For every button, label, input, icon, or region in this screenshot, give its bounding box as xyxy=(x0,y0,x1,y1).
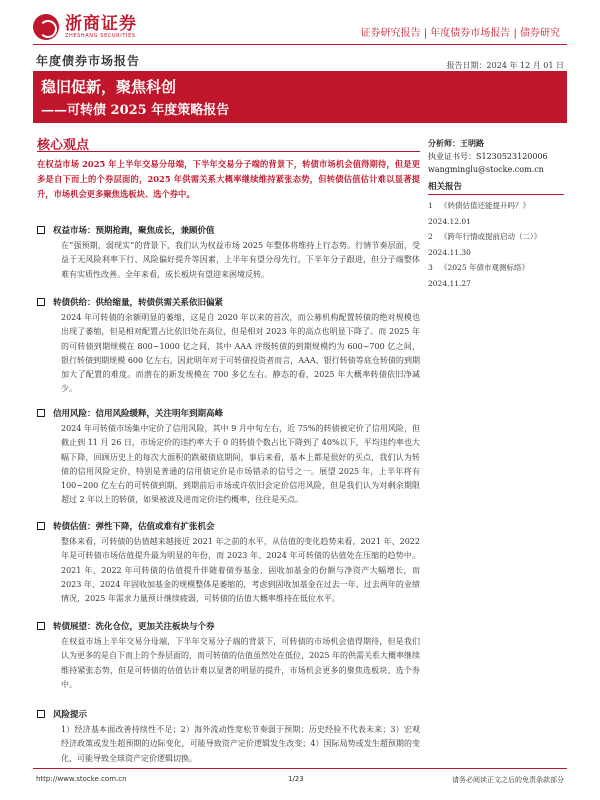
footer-divider xyxy=(33,768,567,769)
footer-url[interactable]: http://www.stocke.com.cn xyxy=(36,775,127,783)
section-heading: 信用风险：信用风险缓释，关注明年到期高峰 xyxy=(53,409,224,419)
section-heading: 转债展望：洗化仓位，更加关注板块与个券 xyxy=(53,622,215,632)
report-type: 年度债券市场报告 xyxy=(36,54,141,68)
related-report-date: 2024.12.01 xyxy=(428,216,471,226)
related-reports-heading: 相关报告 xyxy=(428,182,463,192)
related-report-item[interactable]: 2 《跨年行情或提前启动（二）》 xyxy=(428,232,542,241)
checkbox-bullet-icon xyxy=(37,622,45,630)
page-number: 1/23 xyxy=(288,775,304,783)
section-equity xyxy=(37,224,420,282)
analyst-info xyxy=(428,137,568,176)
section-supply xyxy=(37,296,420,397)
section-valuation xyxy=(37,520,420,606)
analyst-label: 分析师： xyxy=(428,138,460,148)
section-heading: 权益市场：预期抢跑，聚焦成长，兼顾价值 xyxy=(53,226,215,236)
section-heading: 转债估值：弹性下降，估值或难有扩张机会 xyxy=(53,522,215,532)
checkbox-bullet-icon xyxy=(37,409,45,417)
analyst-cert: 执业证书号：S1230523120006 xyxy=(428,152,548,161)
checkbox-bullet-icon xyxy=(37,522,45,530)
related-report-item[interactable]: 1 《转债估值还能提升吗？》 xyxy=(428,201,530,210)
section-risk-warning xyxy=(37,708,420,766)
related-reports-list xyxy=(428,198,568,291)
core-view-heading: 核心观点 xyxy=(37,138,90,153)
section-credit-risk xyxy=(37,407,420,508)
title-banner xyxy=(33,71,567,123)
core-divider xyxy=(37,151,420,152)
section-body: 2024 年可转债市场集中定价了信用风险，其中 9 月中旬左右，近 75%的转债被定价了信用风险，但截止到 11 月 26 日，市场定价的违约率大于 0 的转债个数占比下降到了 40%以下，平均违约率也大幅下降，回顾历史上的每次大面积的跌破债底期间，事后来看，基本上都是很好的买点，我们认为转债的信用风险定价，特别是普通的信用债定价是市场错杀的信号之一。展望 2025 年，上半年将有 100~200 亿左右的可转债到期，到期前后市场或许依旧会定价信用风险，但是我们认为对剩余期限超过 2 年以上的转债，如果被波及进而定价违约概率，往往是买点。 xyxy=(61,424,420,505)
header-divider xyxy=(33,44,567,45)
related-report-date: 2024.11.27 xyxy=(428,278,471,288)
checkbox-bullet-icon xyxy=(37,710,45,718)
section-body: 1）经济基本面改善持续性不足；2）海外流动性宽松节奏弱于预期；历史经验不代表未来；3）宏观经济政策或发生超预期的边际变化，可能导致资产定价逻辑发生改变；4）国际局势或发生超预期的变化，可能导致全球资产定价逻辑切换。 xyxy=(61,725,420,763)
analyst-name: 王明路 xyxy=(460,138,484,148)
report-category-nav: 证券研究报告 | 年度债券市场报告 | 债券研究 xyxy=(360,28,560,39)
core-summary: 在权益市场 2025 年上半年交易分母端，下半年交易分子端的背景下，转债市场机会值得期待，但是更多是自下而上的个券层面的，2025 年供需关系大概率继续维持紧张态势，但转债估值估计难以显著提升，市场机会更多聚焦选板块、选个券中。 xyxy=(37,159,420,199)
section-body: 在“强预期，弱现实”的背景下，我们认为权益市场 2025 年整体将维持上行态势。行情节奏层面，受益于无风险利率下行、风险偏好提升等因素，上半年有望分母先行，下半年分子跟进，但分子端整体难有实质性改善。全年来看，成长板块有望迎来困境反转。 xyxy=(61,241,420,279)
section-body: 2024 年可转债的余额明显的萎缩，这是自 2020 年以来的首次，而公募机构配置转债的绝对规模也出现了萎缩，但是相对配置占比依旧处在高位，但是相对 2023 年的高点也明显下降了。而 2025 年的可转债到期规模在 800~1000 亿之间，其中 AAA 评级转债的到期规模约为 600~700 亿之间，银行转债到期规模 600 亿左右，因此明年对于可转债投资者而言，AAA、银行转债等底仓转债的到期加大了配置的难度。而潜在的新发规模在 700 多亿左右。静态的看，2025 年大概率转债依旧净减少。 xyxy=(61,313,420,394)
logo-name-cn: 浙商证券 xyxy=(65,14,137,34)
report-title: 稳旧促新，聚焦科创 xyxy=(41,78,177,96)
footer-disclaimer: 请务必阅读正文之后的免责条款部分 xyxy=(452,776,564,784)
section-heading: 风险提示 xyxy=(53,710,88,720)
report-subtitle: ——可转债 2025 年度策略报告 xyxy=(41,103,230,118)
related-report-date: 2024.11.30 xyxy=(428,247,471,257)
logo-name-en: ZHESHANG SECURITIES xyxy=(65,33,136,39)
section-outlook xyxy=(37,620,420,692)
analyst-email[interactable]: wangminglu@stocke.com.cn xyxy=(428,165,544,174)
company-logo xyxy=(33,14,137,40)
related-report-item[interactable]: 3 《2025 年债市观测标络》 xyxy=(428,263,529,272)
related-divider xyxy=(428,194,564,195)
section-body: 在权益市场上半年交易分母端，下半年交易分子端的背景下，可转债的市场机会值得期待，但是我们认为更多的是自下而上的个券层面的，而可转债的估值虽然处在低位，2025 年的供需关系大概率继续维持紧张态势，但是可转债的估值估计难以显著的明显的提升，市场机会更多的聚焦选板块、选个券中。 xyxy=(61,637,420,689)
report-date: 报告日期：2024 年 12 月 01 日 xyxy=(446,61,564,70)
logo-mark-icon xyxy=(33,14,59,40)
checkbox-bullet-icon xyxy=(37,226,45,234)
section-heading: 转债供给：供给缩量，转债供需关系依旧偏紧 xyxy=(53,298,224,308)
section-body: 整体来看，可转债的估值越来越接近 2021 年之前的水平，从估值的变化趋势来看，2021 年、2022 年是可转债市场估值提升最为明显的年份，而 2023 年、2024 年可转债的估值处在压缩的趋势中。2021 年、2022 年可转债的估值提升伴随着债券基金、固收加基金的份额与净资产大幅增长，而 2023 年、2024 年固收加基金的规模整体是萎缩的，考虑到固收加基金在过去一年、过去两年的业绩情况，2025 年需求力量预计继续疲弱，可转债的估值大概率维持在低位水平。 xyxy=(61,537,420,604)
checkbox-bullet-icon xyxy=(37,298,45,306)
